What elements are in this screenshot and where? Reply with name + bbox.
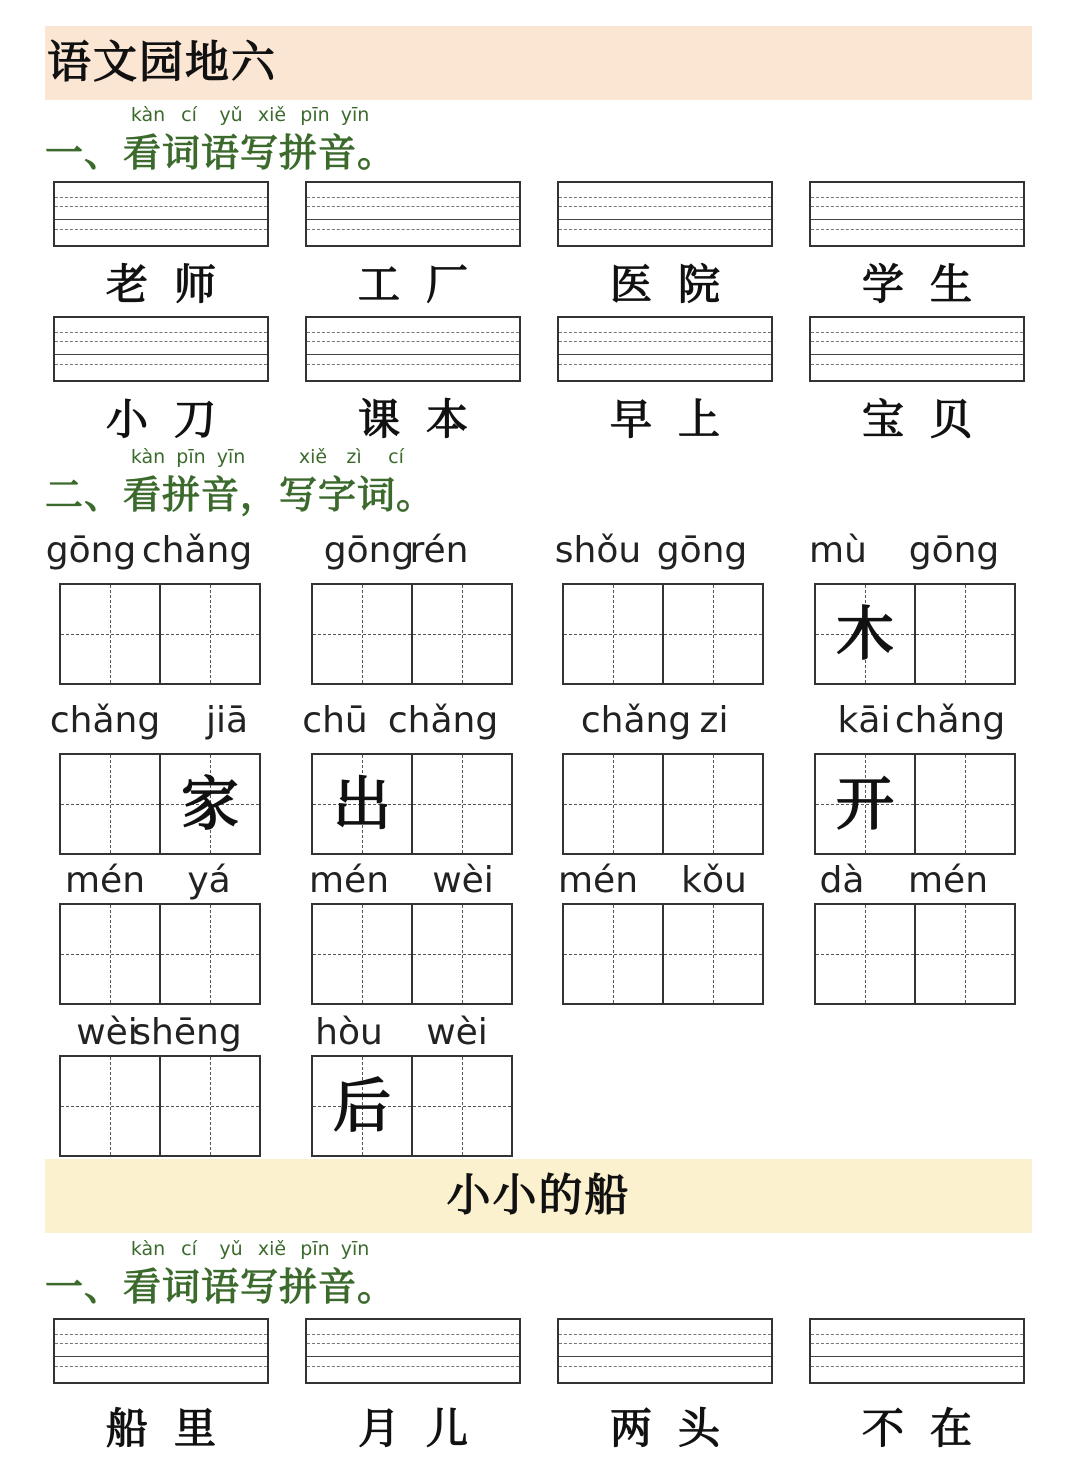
vocab-word: 小刀 [105,395,242,444]
writing-guide-line [307,219,519,220]
writing-guide-line [559,1343,771,1344]
tian-zi-cell[interactable] [311,583,413,685]
writing-guide-line [559,332,771,333]
vocab-word: 学生 [861,260,998,309]
pinyin-prompt [299,700,529,744]
vocab-word: 船里 [105,1404,242,1453]
writing-guide-line [559,219,771,220]
vocab-word: 不在 [861,1404,998,1453]
pinyin-syllable: chǎng [894,700,1006,741]
pinyin-annotation: kàn [130,1238,166,1260]
tian-zi-cell[interactable] [311,1055,413,1157]
writing-guide-line [559,341,771,342]
given-character [816,905,914,1003]
writing-guide-line [55,197,267,198]
pinyin-syllable: chǎng [580,700,692,741]
writing-guide-line [559,1356,771,1357]
writing-guide-line [811,229,1023,230]
writing-guide-line [55,219,267,220]
tian-zi-cell[interactable] [159,753,261,855]
pinyin-prompt [47,700,277,744]
pinyin-prompt [550,700,780,744]
pinyin-syllable: gōng [908,530,1000,571]
pinyin-syllable: mén [557,860,639,901]
pinyin-syllable: kāi [837,700,891,741]
tian-zi-cell[interactable] [159,903,261,1005]
given-character [61,755,159,853]
given-character [161,905,259,1003]
character-grid [562,903,766,1005]
tian-zi-cell[interactable] [814,753,916,855]
pinyin-prompt [47,1012,277,1056]
writing-guide-line [811,1334,1023,1335]
character-grid [311,583,515,685]
vocab-word: 老师 [105,260,242,309]
tian-zi-cell[interactable] [411,583,513,685]
pinyin-syllable: gōng [45,530,137,571]
vocab-word: 课本 [357,395,494,444]
writing-guide-line [55,341,267,342]
writing-guide-line [811,332,1023,333]
pinyin-syllable: dà [819,860,865,901]
pinyin-syllable: gōng [323,530,415,571]
pinyin-prompt [299,530,529,574]
character-grid [59,1055,263,1157]
pinyin-annotation: yīn [340,1238,370,1260]
writing-guide-line [55,1356,267,1357]
given-character [664,905,762,1003]
writing-guide-line [55,1366,267,1367]
pinyin-annotation: pīn [300,104,330,126]
pinyin-writing-box[interactable] [557,181,773,247]
given-character [413,755,511,853]
pinyin-writing-box[interactable] [305,181,521,247]
writing-guide-line [811,1356,1023,1357]
pinyin-writing-box[interactable] [557,1318,773,1384]
given-character: 木 [835,600,894,668]
given-character [313,585,411,683]
pinyin-prompt [550,530,780,574]
tian-zi-cell[interactable] [411,753,513,855]
pinyin-annotation: yǔ [219,104,243,126]
tian-zi-cell[interactable] [814,903,916,1005]
given-character [564,585,662,683]
pinyin-prompt [299,860,529,904]
pinyin-syllable: mù [809,530,867,571]
vocab-word: 月儿 [357,1404,494,1453]
pinyin-annotation: xiě [257,104,287,126]
tian-zi-cell[interactable] [59,1055,161,1157]
writing-guide-line [307,341,519,342]
given-character [664,755,762,853]
writing-guide-line [55,1334,267,1335]
vocab-word: 工厂 [357,260,494,309]
writing-guide-line [307,332,519,333]
given-character: 家 [180,770,239,838]
writing-guide-line [559,206,771,207]
heading-text: 二、看拼音，写字词。 [45,472,436,517]
tian-zi-cell[interactable] [159,1055,261,1157]
tian-zi-cell[interactable] [662,903,764,1005]
pinyin-annotation: cí [181,1238,197,1260]
given-character [916,585,1014,683]
vocab-word: 早上 [609,395,746,444]
pinyin-annotation: xiě [298,446,328,468]
tian-zi-cell[interactable] [914,753,1016,855]
character-grid [59,753,263,855]
tian-zi-cell[interactable] [914,903,1016,1005]
writing-guide-line [307,206,519,207]
character-grid [59,583,263,685]
tian-zi-cell[interactable] [311,903,413,1005]
character-grid [311,903,515,1005]
given-character [313,905,411,1003]
pinyin-syllable: yá [187,860,231,901]
character-grid [814,583,1018,685]
pinyin-syllable: chū [302,700,368,741]
section-heading [45,446,745,536]
writing-guide-line [811,1343,1023,1344]
lesson-title: 小小的船 [446,1170,631,1221]
pinyin-prompt [550,860,780,904]
section-heading [45,1238,745,1328]
pinyin-syllable: chǎng [141,530,253,571]
given-character: 出 [332,770,391,838]
writing-guide-line [307,1366,519,1367]
pinyin-prompt [47,530,277,574]
pinyin-syllable: chǎng [49,700,161,741]
given-character [916,905,1014,1003]
tian-zi-cell[interactable] [411,1055,513,1157]
pinyin-syllable: mén [308,860,390,901]
given-character: 开 [835,770,894,838]
pinyin-writing-box[interactable] [53,316,269,382]
tian-zi-cell[interactable] [814,583,916,685]
pinyin-annotation: yīn [216,446,246,468]
writing-guide-line [559,364,771,365]
pinyin-syllable: mén [907,860,989,901]
given-character [61,1057,159,1155]
pinyin-writing-box[interactable] [305,316,521,382]
pinyin-syllable: rén [409,530,469,571]
writing-guide-line [307,197,519,198]
given-character [161,585,259,683]
tian-zi-cell[interactable] [562,753,664,855]
pinyin-syllable: wèi [432,860,494,901]
character-grid [562,583,766,685]
pinyin-syllable: gōng [656,530,748,571]
pinyin-prompt [47,860,277,904]
pinyin-prompt [802,530,1032,574]
writing-guide-line [811,354,1023,355]
writing-guide-line [55,364,267,365]
pinyin-writing-box[interactable] [809,181,1025,247]
pinyin-syllable: chǎng [387,700,499,741]
writing-guide-line [559,1334,771,1335]
writing-guide-line [559,197,771,198]
writing-guide-line [307,1356,519,1357]
writing-guide-line [559,354,771,355]
pinyin-syllable: shēng [132,1012,242,1053]
pinyin-syllable: jiā [205,700,249,741]
given-character [664,585,762,683]
pinyin-prompt [802,700,1032,744]
given-character [413,905,511,1003]
pinyin-writing-box[interactable] [809,1318,1025,1384]
writing-guide-line [55,229,267,230]
pinyin-annotation: pīn [300,1238,330,1260]
writing-guide-line [811,364,1023,365]
tian-zi-cell[interactable] [411,903,513,1005]
writing-guide-line [811,219,1023,220]
heading-text: 一、看词语写拼音。 [45,1264,397,1309]
writing-guide-line [307,1343,519,1344]
writing-guide-line [55,332,267,333]
tian-zi-cell[interactable] [914,583,1016,685]
given-character [916,755,1014,853]
given-character [61,585,159,683]
pinyin-writing-box[interactable] [557,316,773,382]
character-grid [59,903,263,1005]
title-banner [45,26,1032,100]
page-title: 语文园地六 [47,37,277,88]
tian-zi-cell[interactable] [159,583,261,685]
pinyin-annotation: yīn [340,104,370,126]
pinyin-annotation: kàn [130,446,166,468]
tian-zi-cell[interactable] [59,903,161,1005]
writing-guide-line [55,206,267,207]
writing-guide-line [307,354,519,355]
vocab-word: 两头 [609,1404,746,1453]
pinyin-syllable: wèi [426,1012,488,1053]
pinyin-prompt [802,860,1032,904]
writing-guide-line [55,354,267,355]
pinyin-writing-box[interactable] [53,181,269,247]
writing-guide-line [811,341,1023,342]
pinyin-annotation: cí [181,104,197,126]
vocab-word: 医院 [609,260,746,309]
heading-text: 一、看词语写拼音。 [45,130,397,175]
tian-zi-cell[interactable] [59,753,161,855]
writing-guide-line [55,1343,267,1344]
character-grid [562,753,766,855]
pinyin-annotation: xiě [257,1238,287,1260]
tian-zi-cell[interactable] [662,583,764,685]
character-grid [814,903,1018,1005]
pinyin-syllable: hòu [315,1012,383,1053]
character-grid [814,753,1018,855]
tian-zi-cell[interactable] [59,583,161,685]
pinyin-syllable: wèi [76,1012,138,1053]
writing-guide-line [559,1366,771,1367]
tian-zi-cell[interactable] [562,903,664,1005]
writing-guide-line [307,1334,519,1335]
pinyin-annotation: pīn [176,446,206,468]
pinyin-syllable: shǒu [554,530,642,571]
character-grid [311,753,515,855]
pinyin-prompt [299,1012,529,1056]
given-character [161,1057,259,1155]
vocab-word: 宝贝 [861,395,998,444]
writing-guide-line [811,206,1023,207]
tian-zi-cell[interactable] [662,753,764,855]
tian-zi-cell[interactable] [562,583,664,685]
writing-guide-line [307,364,519,365]
writing-guide-line [811,197,1023,198]
writing-guide-line [307,229,519,230]
given-character [413,1057,511,1155]
pinyin-writing-box[interactable] [305,1318,521,1384]
pinyin-syllable: kǒu [681,860,747,901]
lesson-banner [45,1159,1032,1233]
given-character [564,905,662,1003]
writing-guide-line [559,229,771,230]
character-grid [311,1055,515,1157]
pinyin-annotation: cí [388,446,404,468]
pinyin-syllable: zi [699,700,729,741]
writing-guide-line [811,1366,1023,1367]
given-character [564,755,662,853]
pinyin-annotation: yǔ [219,1238,243,1260]
pinyin-syllable: mén [64,860,146,901]
pinyin-annotation: zì [346,446,362,468]
pinyin-annotation: kàn [130,104,166,126]
pinyin-writing-box[interactable] [809,316,1025,382]
given-character: 后 [332,1072,391,1140]
pinyin-writing-box[interactable] [53,1318,269,1384]
given-character [61,905,159,1003]
given-character [413,585,511,683]
tian-zi-cell[interactable] [311,753,413,855]
